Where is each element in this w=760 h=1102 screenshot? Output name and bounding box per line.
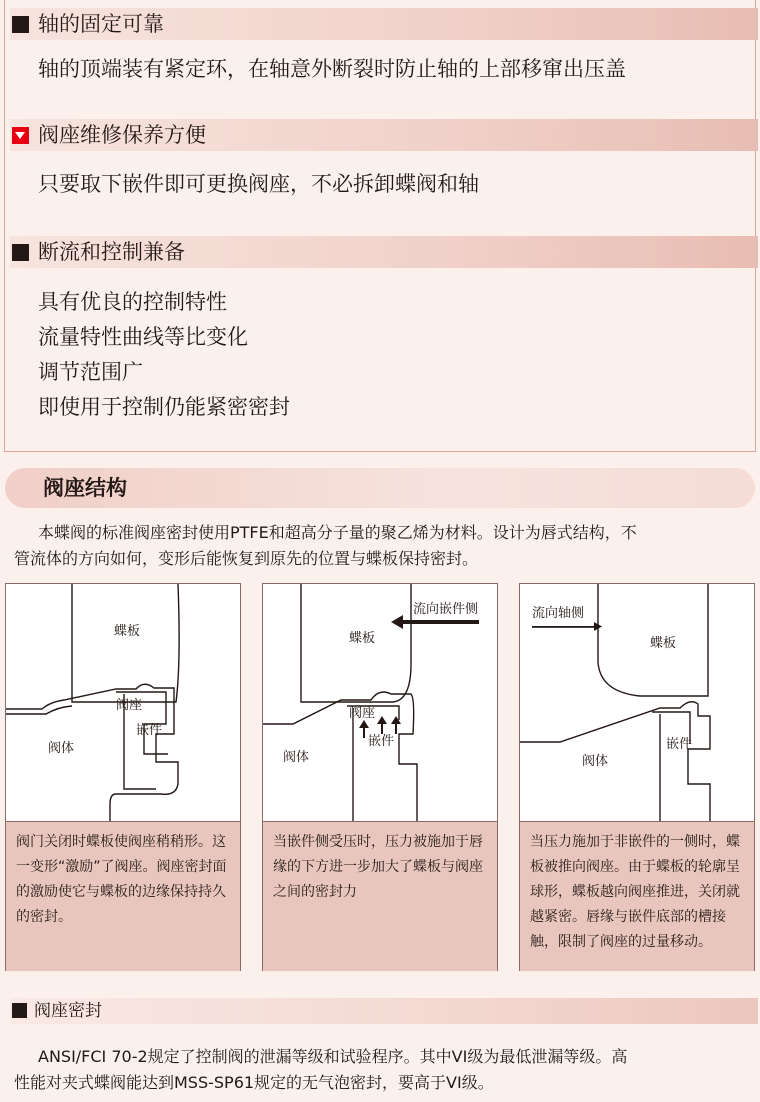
seat-label: 阀座: [349, 706, 376, 721]
sealing-text-2: 性能对夹式蝶阀能达到MSS-SP61规定的无气泡密封，要高于VI级。: [14, 1073, 494, 1092]
section-text: 轴的顶端装有紧定环，在轴意外断裂时防止轴的上部移窜出压盖: [38, 57, 626, 81]
caption-box: [520, 821, 754, 971]
disc-label: 蝶板: [650, 636, 677, 651]
red-arrow-icon: [12, 127, 29, 144]
section-header-control: [10, 236, 758, 268]
list-item: 调节范围广: [38, 360, 143, 384]
body-label: 阀体: [283, 750, 310, 765]
caption-box: [263, 821, 497, 971]
section-header-seat-maintenance: [10, 119, 758, 151]
insert-label: 嵌件: [666, 737, 693, 752]
diagram-panel-insert-side: [262, 583, 498, 971]
square-bullet-icon: [12, 1003, 27, 1018]
section-header-seat-sealing: [10, 998, 758, 1024]
caption-text: 当压力施加于非嵌件的一侧时，蝶板被推向阀座。由于蝶板的轮廓呈球形，蝶板越向阀座推进，关闭就越紧密。唇缘与嵌件底部的槽接触，限制了阀座的过量移动。: [530, 834, 740, 950]
insert-label: 嵌件: [368, 734, 395, 749]
caption-text: 当嵌件侧受压时，压力被施加于唇缘的下方进一步加大了蝶板与阀座之间的密封力: [273, 834, 483, 900]
section-title: 轴的固定可靠: [38, 12, 164, 36]
diagram-panel-closed: [5, 583, 241, 971]
diagram-panel-shaft-side: [519, 583, 755, 971]
section-title: 阀座维修保养方便: [38, 123, 206, 147]
section-header-seat-structure: [5, 468, 755, 508]
body-label: 阀体: [48, 741, 75, 756]
seat-label: 阀座: [116, 698, 143, 713]
intro-text-1: 本蝶阀的标准阀座密封使用PTFE和超高分子量的聚乙烯为材料。设计为唇式结构，不: [38, 523, 637, 542]
caption-text: 阀门关闭时蝶板使阀座稍稍形。这一变形“激励”了阀座。阀座密封面的激励使它与蝶板的边缘保持持久的密封。: [16, 834, 227, 925]
square-bullet-icon: [12, 244, 29, 261]
body-label: 阀体: [582, 754, 609, 769]
list-item: 具有优良的控制特性: [38, 290, 227, 314]
square-bullet-icon: [12, 16, 29, 33]
section-header-shaft: [10, 8, 758, 40]
flow-label: 流向嵌件侧: [413, 602, 479, 617]
section-text: 只要取下嵌件即可更换阀座，不必拆卸蝶阀和轴: [38, 172, 479, 196]
list-item: 流量特性曲线等比变化: [38, 325, 248, 349]
section-title: 断流和控制兼备: [38, 240, 185, 264]
disc-label: 蝶板: [349, 631, 376, 646]
intro-text-2: 管流体的方向如何，变形后能恢复到原先的位置与蝶板保持密封。: [14, 549, 479, 568]
disc-label: 蝶板: [114, 624, 141, 639]
flow-label: 流向轴侧: [532, 606, 585, 621]
caption-box: [6, 821, 240, 971]
list-item: 即使用于控制仍能紧密密封: [38, 395, 290, 419]
section-title: 阀座结构: [43, 476, 127, 500]
section-title: 阀座密封: [34, 1001, 102, 1021]
insert-label: 嵌件: [136, 723, 163, 738]
valve-seat-diagram: [263, 584, 497, 822]
sealing-text-1: ANSI/FCI 70-2规定了控制阀的泄漏等级和试验程序。其中VI级为最低泄漏等级。高: [38, 1047, 628, 1066]
